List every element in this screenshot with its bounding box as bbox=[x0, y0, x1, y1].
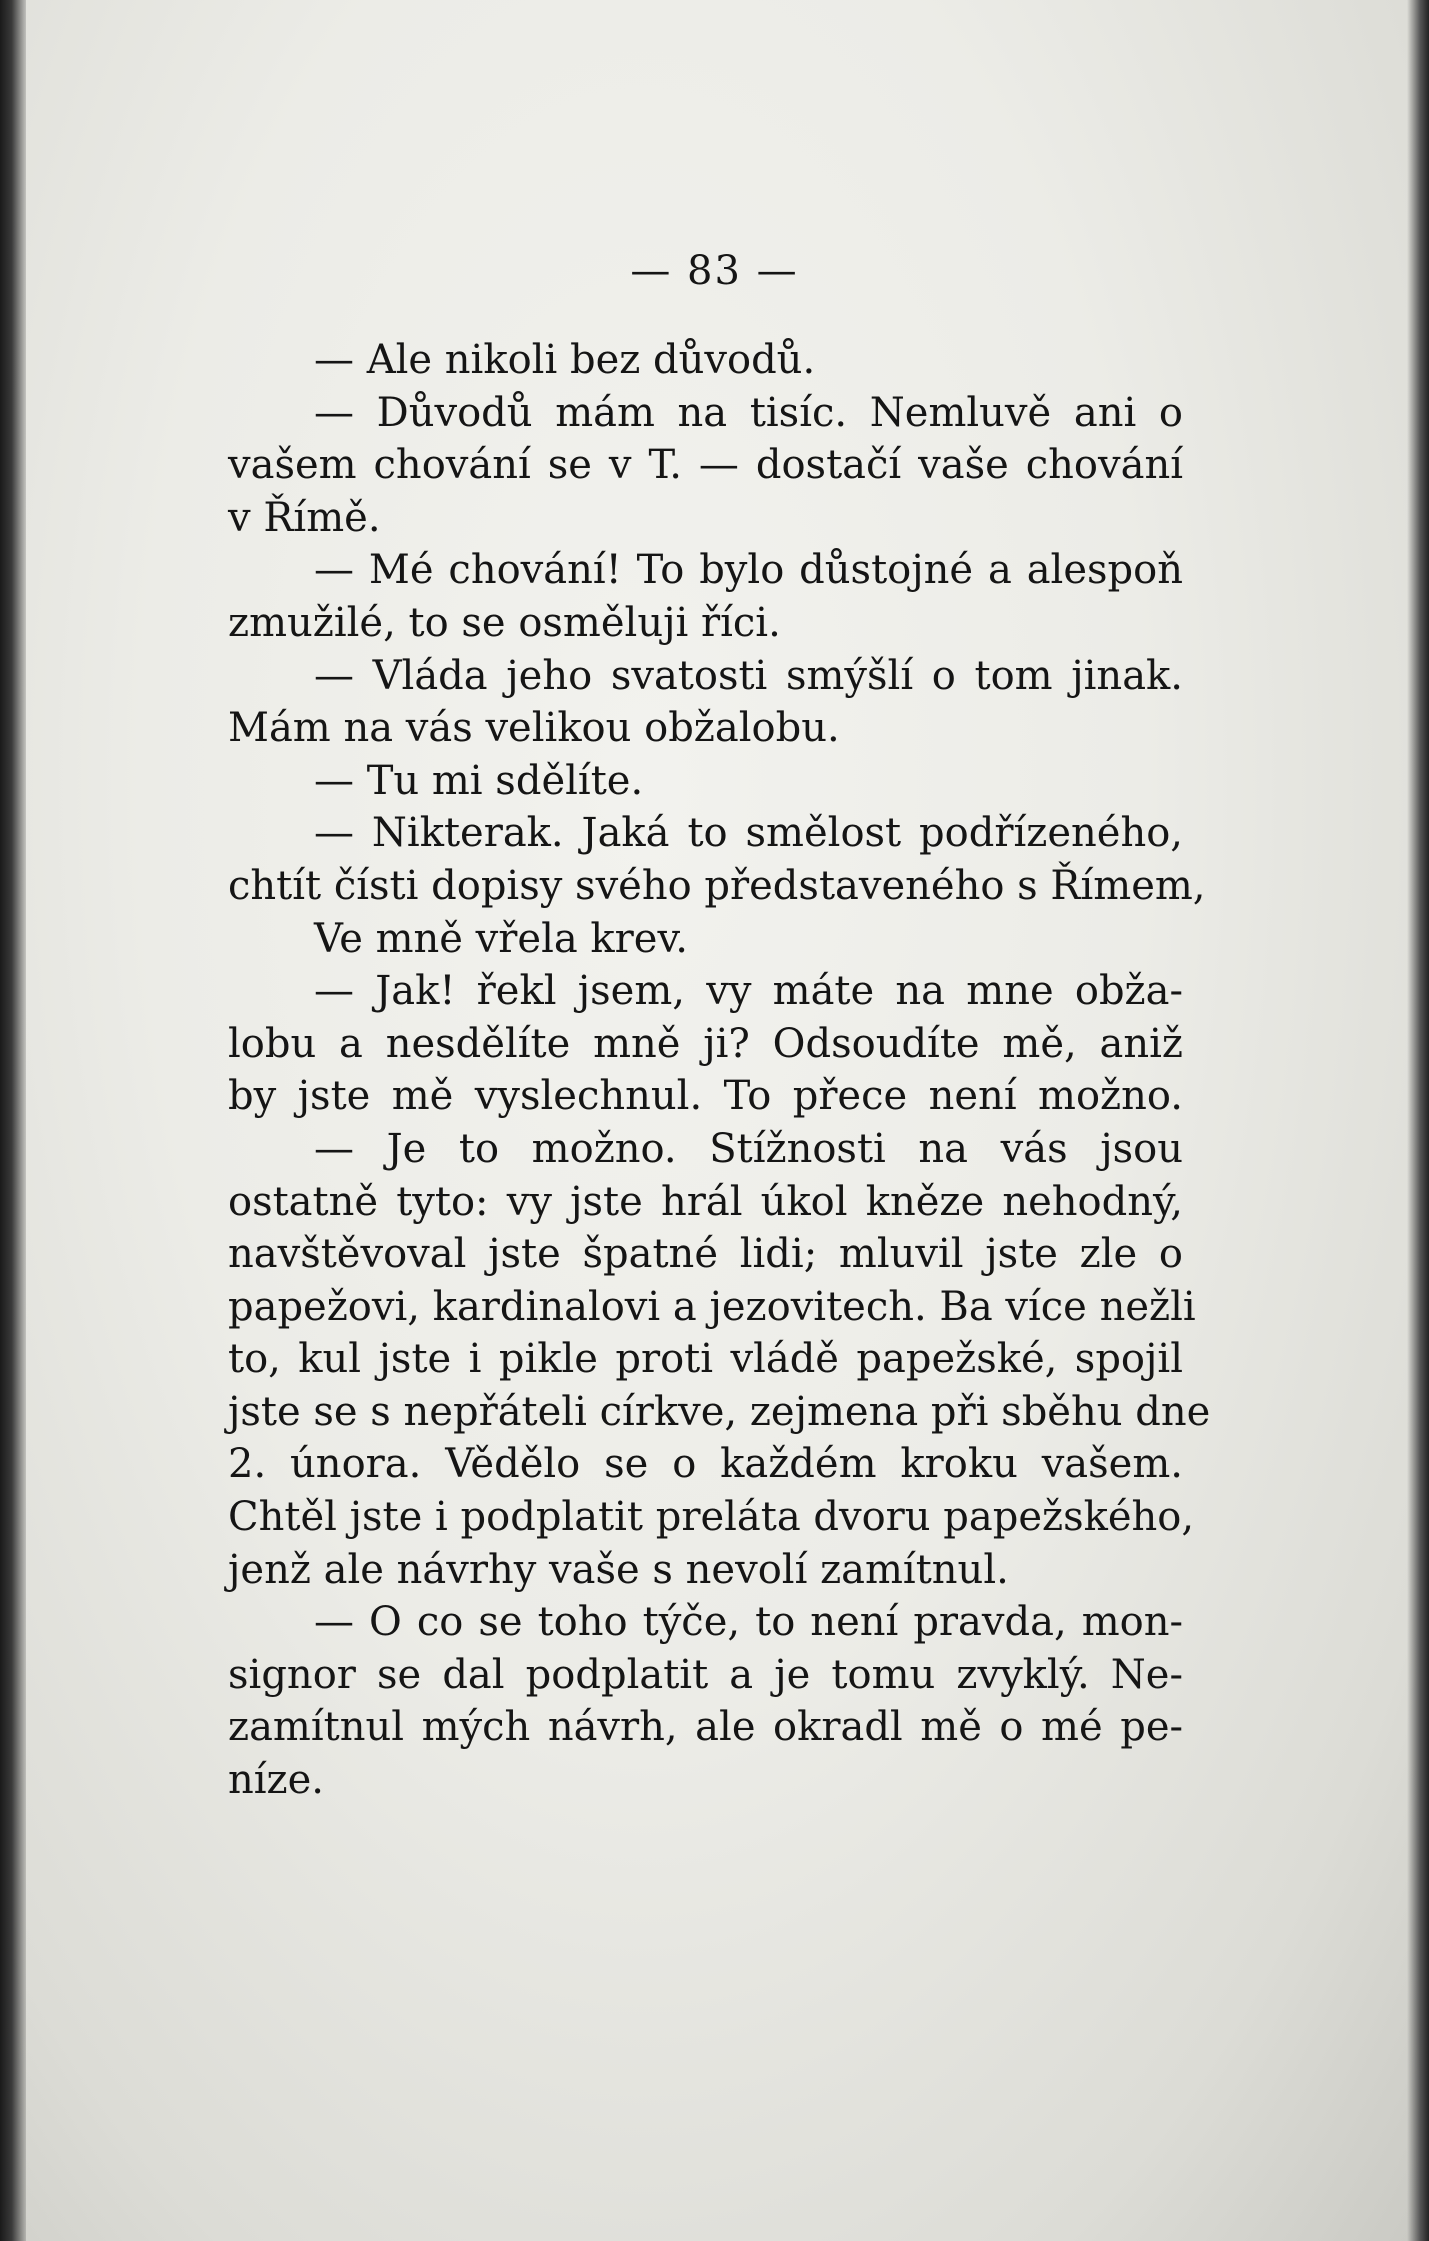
spine-shadow bbox=[0, 0, 26, 2241]
text-line: jste se s nepřáteli církve, zejmena při sběhu dne bbox=[228, 1388, 1211, 1435]
text-line: signor se dal podplatit a je tomu zvyklý. Ne- bbox=[228, 1651, 1183, 1698]
text-line: lobu a nesdělíte mně ji? Odsoudíte mě, aniž bbox=[228, 1020, 1183, 1067]
text-line: — Důvodů mám na tisíc. Nemluvě ani o bbox=[314, 389, 1183, 436]
body-text bbox=[228, 334, 1211, 1807]
text-line: Chtěl jste i podplatit preláta dvoru papežského, bbox=[228, 1494, 1195, 1541]
text-line: v Římě. bbox=[228, 494, 381, 541]
text-line: 2. února. Vědělo se o každém kroku vašem. bbox=[228, 1441, 1183, 1488]
text-line: vašem chování se v T. — dostačí vaše chování bbox=[228, 442, 1183, 489]
text-line: Ve mně vřela krev. bbox=[314, 915, 689, 962]
text-line: — Ale nikoli bez důvodů. bbox=[314, 337, 816, 383]
text-line: zamítnul mých návrh, ale okradl mě o mé pe- bbox=[228, 1704, 1183, 1751]
text-line: to, kul jste i pikle proti vládě papežské, spojil bbox=[228, 1336, 1183, 1383]
text-line: papežovi, kardinalovi a jezovitech. Ba více nežli bbox=[228, 1283, 1196, 1330]
text-line: — O co se toho týče, to není pravda, mon- bbox=[314, 1599, 1183, 1646]
page-number: — 83 — bbox=[630, 248, 799, 294]
text-line: níze. bbox=[228, 1757, 325, 1804]
text-line: — Tu mi sdělíte. bbox=[314, 757, 644, 804]
text-line: chtít čísti dopisy svého představeného s Římem, bbox=[228, 862, 1206, 909]
text-line: — Nikterak. Jaká to smělost podřízeného, bbox=[314, 810, 1183, 857]
text-line: — Mé chování! To bylo důstojné a alespoň bbox=[314, 547, 1183, 594]
text-line: jenž ale návrhy vaše s nevolí zamítnul. bbox=[228, 1546, 1009, 1593]
text-line: — Vláda jeho svatosti smýšlí o tom jinak. bbox=[314, 652, 1183, 699]
text-line: navštěvoval jste špatné lidi; mluvil jste zle o bbox=[228, 1231, 1183, 1278]
text-line: ostatně tyto: vy jste hrál úkol kněze nehodný, bbox=[228, 1178, 1183, 1225]
page-edge-shadow bbox=[1407, 0, 1429, 2241]
text-line: zmužilé, to se osměluji říci. bbox=[228, 599, 781, 646]
text-line: Mám na vás velikou obžalobu. bbox=[228, 705, 840, 752]
text-line: — Jak! řekl jsem, vy máte na mne obža- bbox=[314, 968, 1183, 1015]
text-line: — Je to možno. Stížnosti na vás jsou bbox=[314, 1125, 1183, 1172]
text-line: by jste mě vyslechnul. To přece není možno. bbox=[228, 1073, 1183, 1120]
